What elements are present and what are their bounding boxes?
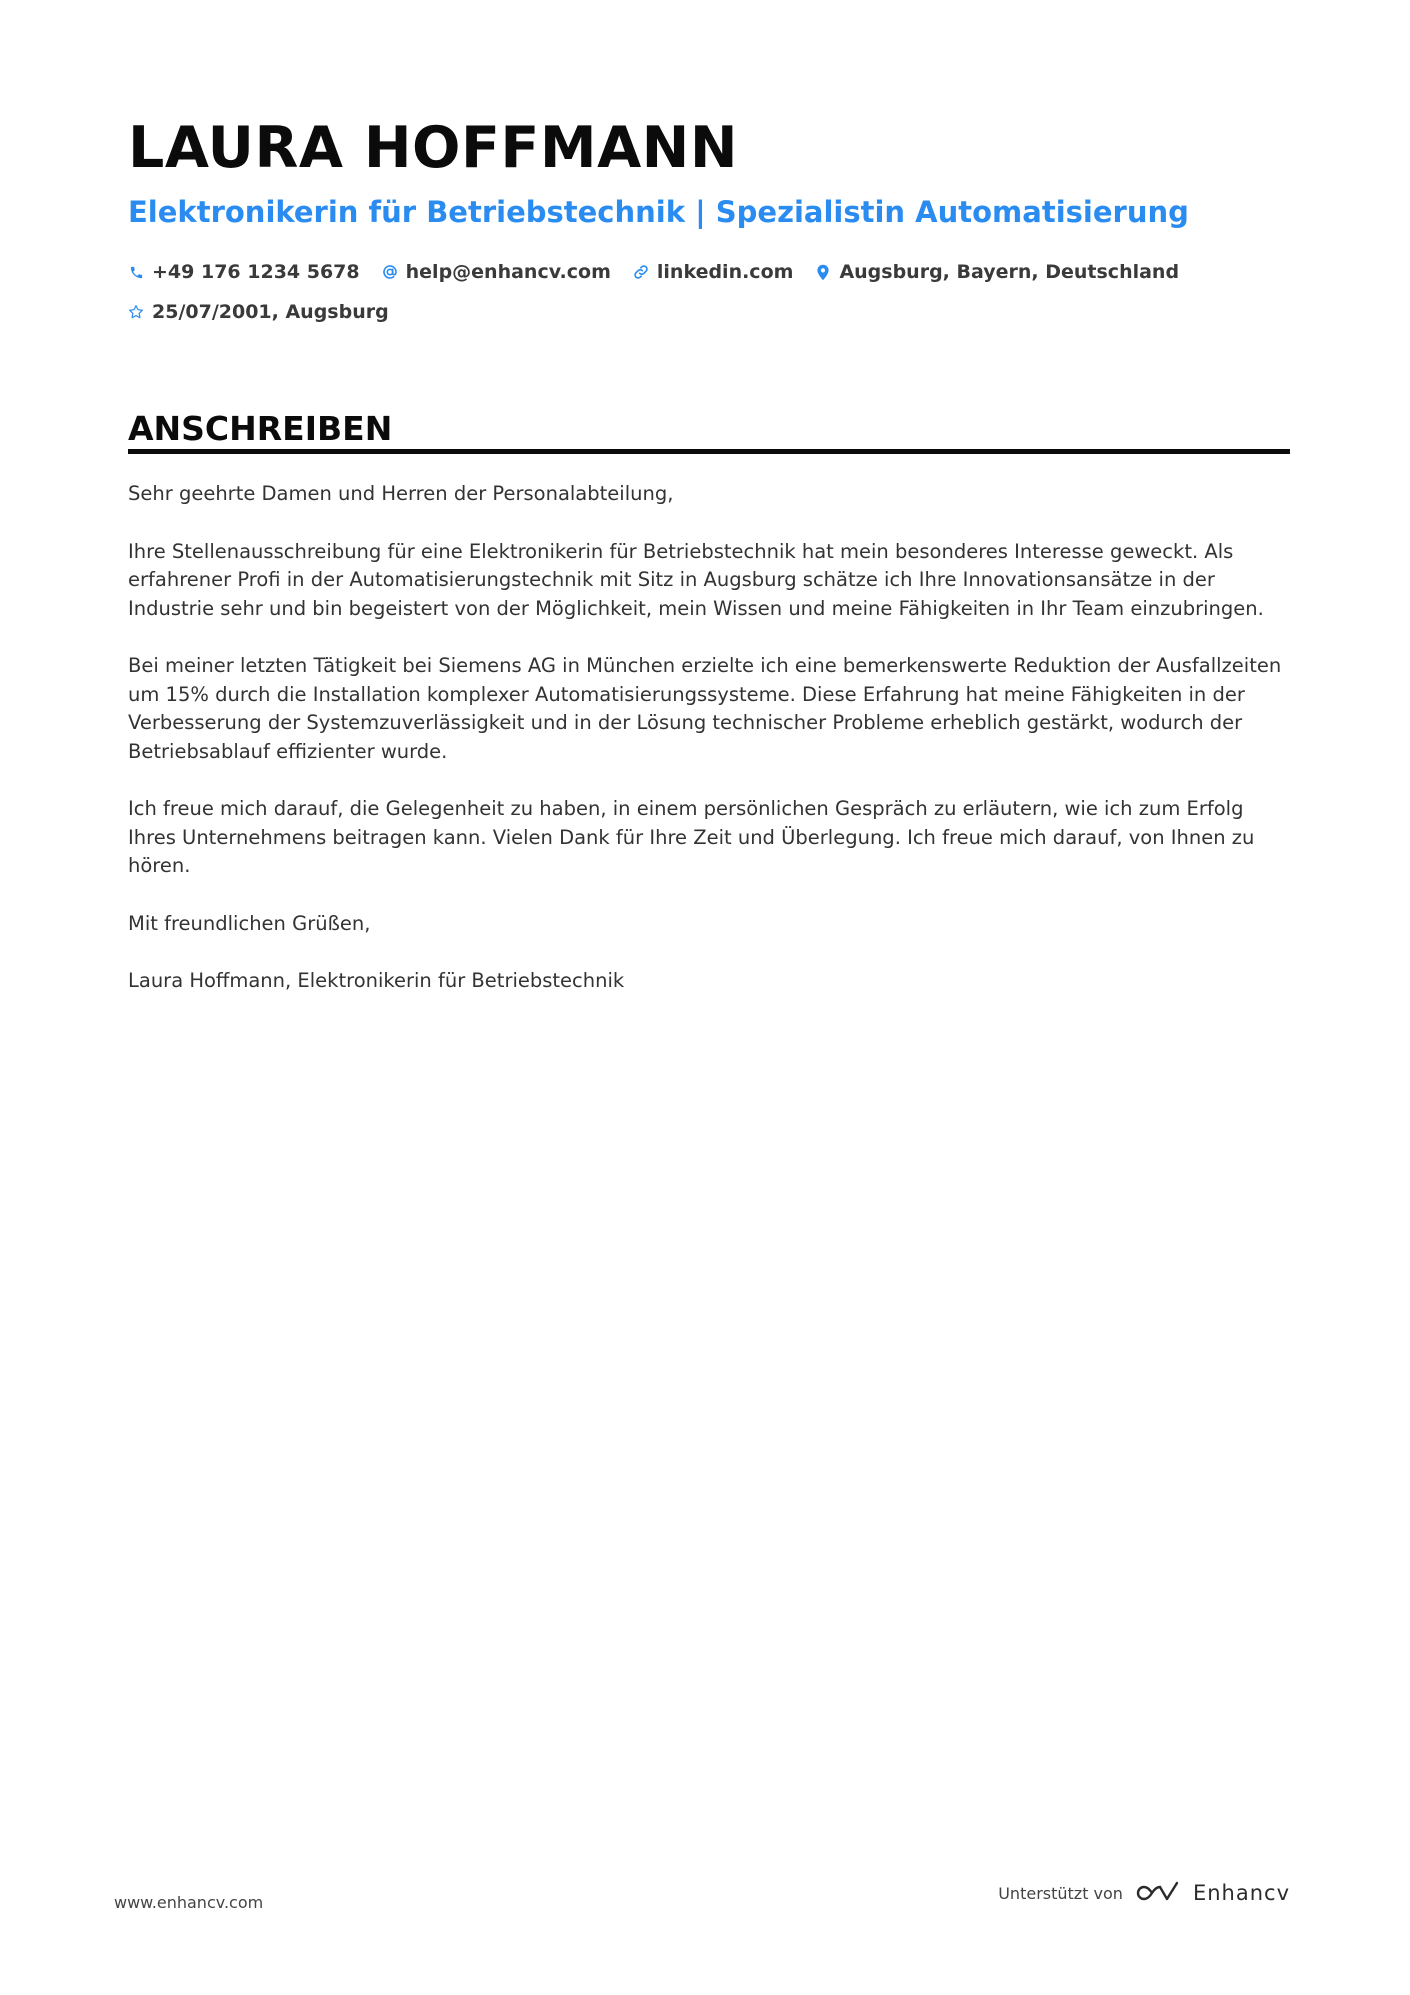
phone-number: +49 176 1234 5678 [152, 261, 360, 283]
powered-by-label: Unterstützt von [998, 1883, 1123, 1903]
section-title: ANSCHREIBEN [128, 409, 393, 448]
candidate-name: LAURA HOFFMANN [128, 115, 739, 181]
footer-website[interactable]: www.enhancv.com [114, 1893, 264, 1912]
letter-paragraph-1: Ihre Stellenausschreibung für eine Elektronikerin für Betriebstechnik hat mein besonderes Interesse geweckt. Als erfahrener Profi in der Automatisierungstechnik mit Sitz in Augsburg schätze ich Ihre Innovationsansätze in der Industrie sehr und bin begeistert von der Möglichkeit, mein Wissen und meine Fähigkeiten in Ihr Team einzubringen. [128, 539, 1264, 620]
contact-row-2 [128, 292, 1290, 332]
enhancv-logo-icon [1135, 1880, 1181, 1906]
letter-body [128, 480, 1290, 1025]
letter-signature: Laura Hoffmann, Elektronikerin für Betriebstechnik [128, 969, 625, 992]
letter-salutation: Sehr geehrte Damen und Herren der Personalabteilung, [128, 482, 674, 505]
footer-branding [998, 1880, 1290, 1906]
linkedin-link[interactable]: linkedin.com [656, 261, 794, 283]
phone-icon [128, 264, 144, 280]
location: Augsburg, Bayern, Deutschland [839, 261, 1180, 283]
contact-row-1 [128, 252, 1290, 292]
letter-paragraph-2: Bei meiner letzten Tätigkeit bei Siemens AG in München erzielte ich eine bemerkenswerte Reduktion der Ausfallzeiten um 15% durch die Installation komplexer Automatisierungssysteme. Diese Erfahrung hat meine Fähigkeiten in der Verbesserung der Systemzuverlässigkeit und in der Lösung technischer Probleme erheblich gestärkt, wodurch der Betriebsablauf effizienter wurde. [128, 654, 1282, 763]
enhancv-brand: Enhancv [1192, 1881, 1290, 1905]
star-icon [128, 304, 144, 320]
contact-info [128, 252, 1290, 332]
birth-date-place: 25/07/2001, Augsburg [152, 301, 389, 323]
at-icon [382, 264, 398, 280]
email-address[interactable]: help@enhancv.com [405, 261, 611, 283]
contact-linkedin [633, 261, 794, 283]
contact-email [382, 261, 611, 283]
link-icon [633, 264, 649, 280]
section-divider [128, 449, 1290, 454]
letter-paragraph-3: Ich freue mich darauf, die Gelegenheit zu haben, in einem persönlichen Gespräch zu erläutern, wie ich zum Erfolg Ihres Unternehmens beitragen kann. Vielen Dank für Ihre Zeit und Überlegung. Ich freue mich darauf, von Ihnen zu hören. [128, 797, 1255, 877]
contact-location [815, 261, 1179, 283]
map-pin-icon [815, 264, 831, 280]
contact-birth [128, 301, 389, 323]
letter-closing: Mit freundlichen Grüßen, [128, 911, 371, 935]
candidate-headline: Elektronikerin für Betriebstechnik | Spezialistin Automatisierung [128, 195, 1189, 229]
contact-phone [128, 261, 360, 283]
